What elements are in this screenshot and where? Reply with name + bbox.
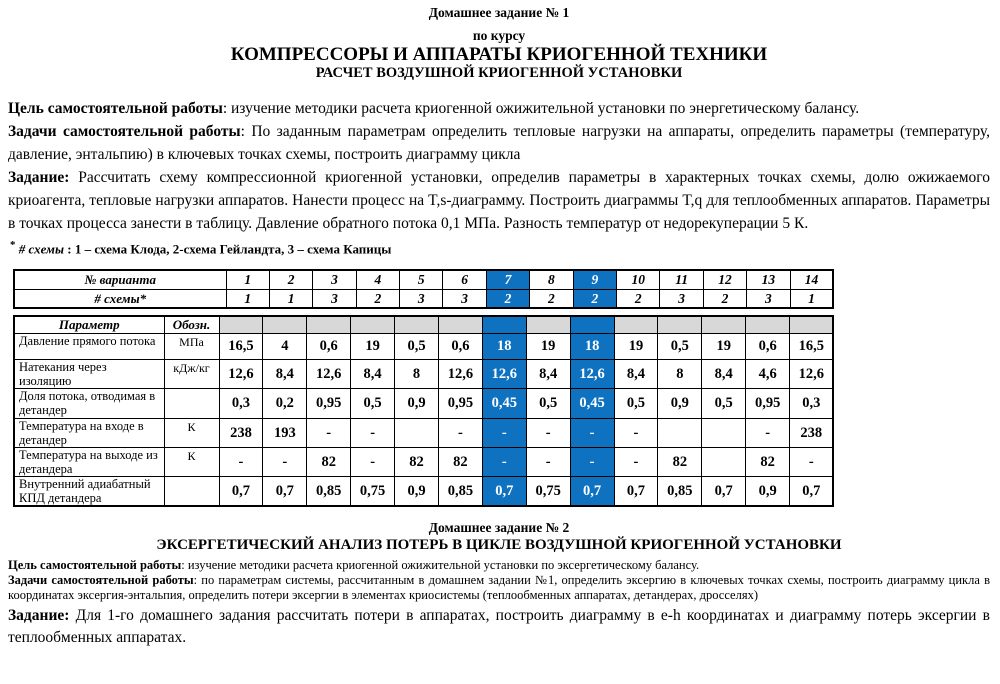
value-cell: 16,5 xyxy=(790,334,834,360)
table-row xyxy=(14,334,833,360)
value-cell: 0,85 xyxy=(658,477,702,507)
value-cell: 0,9 xyxy=(395,477,439,507)
value-cell: 8 xyxy=(658,360,702,389)
value-cell: 0,9 xyxy=(746,477,790,507)
unit-cell xyxy=(164,477,219,507)
scheme-number-cell: 3 xyxy=(747,289,790,308)
value-cell: 0,6 xyxy=(746,334,790,360)
value-cell xyxy=(702,419,746,448)
footnote-asterisk: * xyxy=(10,239,16,251)
variant-column-header xyxy=(263,316,307,334)
scheme-number-cell: 3 xyxy=(400,289,443,308)
unit-cell: К xyxy=(164,419,219,448)
value-cell: 0,6 xyxy=(307,334,351,360)
tasks-label: Задачи самостоятельной работы xyxy=(8,123,241,140)
scheme-number-cell: 2 xyxy=(703,289,746,308)
value-cell: 0,7 xyxy=(790,477,834,507)
value-cell: 0,3 xyxy=(790,389,834,419)
value-cell: 12,6 xyxy=(482,360,526,389)
value-cell: 8,4 xyxy=(526,360,570,389)
tasks2-text: : по параметрам системы, рассчитанным в домашнем задании №1, определить эксергию в ключевых точках схемы, построить диаграмму цикла в координатах эксергия-энтальпия, определить потери эксергии в элементах криосистемы (теплообменных аппаратах, детандерах, дросселях) xyxy=(8,573,990,603)
assignment-text: Рассчитать схему компрессионной криогенной установки, определив параметры в характерных точках схемы, долю ожижаемого криоагента, тепловые нагрузки аппаратов. Нанести процесс на T,s-диаграмму. Построить диаграммы T,q для теплообменных аппаратов. Параметры в точках процесса занести в таблицу. Давление обратного потока 0,1 МПа. Разность температур от недорекуперации 5 К. xyxy=(8,169,990,232)
params-table xyxy=(13,315,834,507)
value-cell: 0,9 xyxy=(658,389,702,419)
value-cell: 82 xyxy=(658,448,702,477)
variant-column-header xyxy=(746,316,790,334)
parameter-name-cell: Температура на входе в детандер xyxy=(14,419,164,448)
unit-cell: МПа xyxy=(164,334,219,360)
table-row xyxy=(14,419,833,448)
schemes-footnote xyxy=(10,239,990,257)
scheme-number-cell: 3 xyxy=(660,289,703,308)
parameter-name-cell: Внутренний адиабатный КПД детандера xyxy=(14,477,164,507)
assignment2-text: Для 1-го домашнего задания рассчитать потери в аппаратах, построить диаграмму в e-h координатах и диаграмму потерь эксергии в теплообменных аппаратах. xyxy=(8,607,990,647)
hw1-title: Домашнее задание № 1 xyxy=(428,5,570,20)
table-row xyxy=(14,270,833,289)
scheme-number-cell: 1 xyxy=(790,289,833,308)
goal-paragraph xyxy=(8,97,990,120)
value-cell xyxy=(702,448,746,477)
value-cell: 0,7 xyxy=(482,477,526,507)
hw2-title: Домашнее задание № 2 xyxy=(428,520,570,536)
variant-number-cell: 11 xyxy=(660,270,703,289)
value-cell: - xyxy=(351,419,395,448)
value-cell: 8,4 xyxy=(614,360,658,389)
variant-column-header xyxy=(482,316,526,334)
value-cell: 0,85 xyxy=(307,477,351,507)
value-cell: - xyxy=(570,419,614,448)
scheme-number-cell: 2 xyxy=(617,289,660,308)
parameter-name-cell: Доля потока, отводимая в детандер xyxy=(14,389,164,419)
value-cell: 0,95 xyxy=(746,389,790,419)
assignment2-label: Задание: xyxy=(8,607,70,625)
variant-number-cell: 10 xyxy=(617,270,660,289)
variant-number-cell: 12 xyxy=(703,270,746,289)
goal2-paragraph xyxy=(8,558,990,573)
goal2-label: Цель самостоятельной работы xyxy=(8,558,182,573)
parameter-name-cell: Температура на выходе из детандера xyxy=(14,448,164,477)
value-cell: - xyxy=(307,419,351,448)
value-cell: 4,6 xyxy=(746,360,790,389)
value-cell: 12,6 xyxy=(790,360,834,389)
value-cell: 238 xyxy=(790,419,834,448)
parameter-name-cell: Давление прямого потока xyxy=(14,334,164,360)
value-cell: 4 xyxy=(263,334,307,360)
value-cell: - xyxy=(219,448,263,477)
table-row xyxy=(14,360,833,389)
value-cell: 82 xyxy=(438,448,482,477)
value-cell: - xyxy=(614,419,658,448)
value-cell: 8 xyxy=(395,360,439,389)
value-cell: - xyxy=(790,448,834,477)
value-cell: - xyxy=(746,419,790,448)
assignment-label: Задание: xyxy=(8,169,70,186)
value-cell xyxy=(395,419,439,448)
scheme-number-cell: 2 xyxy=(530,289,573,308)
value-cell: 82 xyxy=(307,448,351,477)
value-cell: - xyxy=(263,448,307,477)
scheme-number-cell: 3 xyxy=(443,289,486,308)
variants-table xyxy=(13,269,834,309)
variant-number-cell: 1 xyxy=(226,270,269,289)
variant-column-header xyxy=(570,316,614,334)
value-cell: 19 xyxy=(526,334,570,360)
scheme-number-cell: 2 xyxy=(573,289,616,308)
course-prefix: по курсу xyxy=(472,28,526,43)
tasks2-label: Задачи самостоятельной работы xyxy=(8,573,194,588)
value-cell: 12,6 xyxy=(219,360,263,389)
value-cell: - xyxy=(570,448,614,477)
value-cell: 0,75 xyxy=(351,477,395,507)
goal-label: Цель самостоятельной работы xyxy=(8,100,223,117)
value-cell xyxy=(658,419,702,448)
value-cell: 18 xyxy=(482,334,526,360)
goal-text: : изучение методики расчета криогенной ожижительной установки по энергетическому балансу. xyxy=(222,100,860,117)
variant-column-header xyxy=(395,316,439,334)
value-cell: - xyxy=(482,419,526,448)
value-cell: 0,5 xyxy=(395,334,439,360)
value-cell: 0,3 xyxy=(219,389,263,419)
variant-column-header xyxy=(790,316,834,334)
value-cell: 0,7 xyxy=(702,477,746,507)
value-cell: 0,95 xyxy=(438,389,482,419)
scheme-number-cell: 1 xyxy=(226,289,269,308)
value-cell: 0,75 xyxy=(526,477,570,507)
value-cell: 0,45 xyxy=(482,389,526,419)
value-cell: 0,9 xyxy=(395,389,439,419)
tasks-paragraph xyxy=(8,120,990,166)
value-cell: - xyxy=(614,448,658,477)
table-row xyxy=(14,477,833,507)
value-cell: 0,7 xyxy=(570,477,614,507)
value-cell: - xyxy=(526,448,570,477)
tasks2-paragraph xyxy=(8,573,990,603)
variant-column-header xyxy=(658,316,702,334)
params-table-body xyxy=(14,316,833,506)
parameter-name-cell: Натекания через изоляцию xyxy=(14,360,164,389)
variant-column-header xyxy=(307,316,351,334)
hw2-main-title: ЭКСЕРГЕТИЧЕСКИЙ АНАЛИЗ ПОТЕРЬ В ЦИКЛЕ ВОЗДУШНОЙ КРИОГЕННОЙ УСТАНОВКИ xyxy=(156,537,842,554)
table-row xyxy=(14,448,833,477)
variant-column-header xyxy=(351,316,395,334)
variant-number-cell: 13 xyxy=(747,270,790,289)
variant-row-label: № варианта xyxy=(14,270,226,289)
symbol-column-header: Обозн. xyxy=(164,316,219,334)
value-cell: 19 xyxy=(351,334,395,360)
value-cell: 0,45 xyxy=(570,389,614,419)
scheme-number-cell: 3 xyxy=(313,289,356,308)
assignment2-paragraph xyxy=(8,605,990,649)
value-cell: 19 xyxy=(702,334,746,360)
variants-table-body xyxy=(14,270,833,308)
scheme-number-cell: 2 xyxy=(486,289,529,308)
variant-column-header xyxy=(526,316,570,334)
variant-number-cell: 8 xyxy=(530,270,573,289)
variant-column-header xyxy=(702,316,746,334)
unit-cell: К xyxy=(164,448,219,477)
variant-number-cell: 5 xyxy=(400,270,443,289)
tasks-text: : По заданным параметрам определить тепловые нагрузки на аппараты, определить параметры (температуру, давление, энтальпию) в ключевых точках схемы, построить диаграмму цикла xyxy=(8,123,990,163)
footnote-text: : 1 – схема Клода, 2-схема Гейландта, 3 – схема Капицы xyxy=(63,241,392,257)
unit-cell: кДж/кг xyxy=(164,360,219,389)
value-cell: 193 xyxy=(263,419,307,448)
value-cell: 8,4 xyxy=(263,360,307,389)
table-row xyxy=(14,389,833,419)
value-cell: 0,7 xyxy=(614,477,658,507)
value-cell: 0,7 xyxy=(263,477,307,507)
scheme-number-cell: 2 xyxy=(356,289,399,308)
variant-number-cell: 9 xyxy=(573,270,616,289)
variant-column-header xyxy=(219,316,263,334)
value-cell: - xyxy=(351,448,395,477)
variant-number-cell: 6 xyxy=(443,270,486,289)
value-cell: - xyxy=(526,419,570,448)
value-cell: 238 xyxy=(219,419,263,448)
value-cell: 0,5 xyxy=(658,334,702,360)
value-cell: 19 xyxy=(614,334,658,360)
variant-column-header xyxy=(614,316,658,334)
value-cell: 0,5 xyxy=(702,389,746,419)
variant-number-cell: 2 xyxy=(269,270,312,289)
value-cell: 12,6 xyxy=(307,360,351,389)
value-cell: 16,5 xyxy=(219,334,263,360)
value-cell: 8,4 xyxy=(351,360,395,389)
value-cell: 0,5 xyxy=(526,389,570,419)
param-column-header: Параметр xyxy=(14,316,164,334)
value-cell: 0,85 xyxy=(438,477,482,507)
scheme-row-label: # схемы* xyxy=(14,289,226,308)
course-subtitle: РАСЧЕТ ВОЗДУШНОЙ КРИОГЕННОЙ УСТАНОВКИ xyxy=(315,65,683,81)
table-row xyxy=(14,289,833,308)
value-cell: 82 xyxy=(746,448,790,477)
goal2-text: : изучение методики расчета криогенной ожижительной установки по эксергетическому балансу. xyxy=(181,558,700,573)
value-cell: 18 xyxy=(570,334,614,360)
value-cell: 12,6 xyxy=(570,360,614,389)
footnote-label: # схемы xyxy=(18,241,64,257)
value-cell: 82 xyxy=(395,448,439,477)
value-cell: 0,5 xyxy=(351,389,395,419)
params-header-row xyxy=(14,316,833,334)
value-cell: - xyxy=(482,448,526,477)
value-cell: 0,5 xyxy=(614,389,658,419)
unit-cell xyxy=(164,389,219,419)
variant-number-cell: 4 xyxy=(356,270,399,289)
course-title: КОМПРЕССОРЫ И АППАРАТЫ КРИОГЕННОЙ ТЕХНИКИ xyxy=(230,44,768,65)
value-cell: 0,95 xyxy=(307,389,351,419)
value-cell: 0,7 xyxy=(219,477,263,507)
variant-number-cell: 14 xyxy=(790,270,833,289)
value-cell: 0,2 xyxy=(263,389,307,419)
value-cell: 12,6 xyxy=(438,360,482,389)
assignment-paragraph xyxy=(8,166,990,235)
value-cell: - xyxy=(438,419,482,448)
variant-number-cell: 3 xyxy=(313,270,356,289)
variant-number-cell: 7 xyxy=(486,270,529,289)
scheme-number-cell: 1 xyxy=(269,289,312,308)
value-cell: 8,4 xyxy=(702,360,746,389)
variant-column-header xyxy=(438,316,482,334)
value-cell: 0,6 xyxy=(438,334,482,360)
